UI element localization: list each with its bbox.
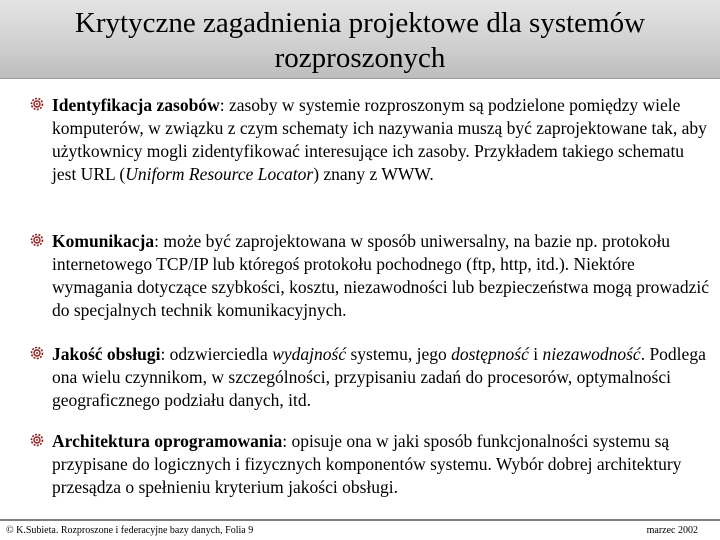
term: Identyfikacja zasobów — [52, 95, 220, 115]
body-text: : odzwierciedla — [160, 344, 273, 364]
bullet-identyfikacja — [52, 94, 712, 186]
term: Architektura oprogramowania — [52, 431, 283, 451]
body-text: : opisuje ona w jaki sposób funkcjonalności systemu są przypisane do logicznych i fizycznych komponentów systemu. Wybór dobrej architektury przesądza o spełnieniu kryterium jakości obsługi. — [52, 431, 682, 497]
footer-divider — [0, 519, 720, 521]
italic-text: niezawodność — [542, 344, 641, 364]
italic-text: wydajność — [272, 344, 347, 364]
italic-text: dostępność — [451, 344, 529, 364]
bullet-komunikacja — [52, 230, 712, 322]
body-text: ) znany z WWW. — [313, 164, 434, 184]
bullet-architektura — [52, 430, 712, 499]
italic-text: Uniform Resource Locator — [125, 164, 314, 184]
bullet-jakosc-obslugi — [52, 343, 712, 412]
gear-bullet-icon — [30, 346, 44, 360]
gear-bullet-icon — [30, 233, 44, 247]
footer-date: marzec 2002 — [646, 525, 698, 536]
gear-bullet-icon — [30, 433, 44, 447]
term: Komunikacja — [52, 231, 155, 251]
body-text: : zasoby w systemie rozproszonym są podzielone pomiędzy wiele komputerów, w związku z czym schematy ich nazywania muszą być zaprojektowane tak, aby użytkownicy mogli zidentyfikować interesujące ich zasoby. Przykładem takiego schematu jest URL ( — [52, 95, 707, 184]
footer-copyright: © K.Subieta. Rozproszone i federacyjne bazy danych, Folia 9 — [6, 525, 254, 536]
body-text: . Podlega ona wielu czynnikom, w szczególności, przypisaniu zadań do procesorów, optymalności geograficznego podziału danych, itd. — [52, 344, 706, 410]
term: Jakość obsługi — [52, 344, 161, 364]
gear-bullet-icon — [30, 97, 44, 111]
body-text: : może być zaprojektowana w sposób uniwersalny, na bazie np. protokołu internetowego TCP/IP lub któregoś protokołu pochodnego (ftp, http, itd.). Niektóre wymagania dotyczące szybkości, kosztu, niezawodności lub bezpieczeństwa mogą prowadzić do specjalnych technik komunikacyjnych. — [52, 231, 709, 320]
body-text: i — [528, 344, 543, 364]
body-text: systemu, jego — [346, 344, 452, 364]
slide-title: Krytyczne zagadnienia projektowe dla systemów rozproszonych — [74, 7, 646, 74]
